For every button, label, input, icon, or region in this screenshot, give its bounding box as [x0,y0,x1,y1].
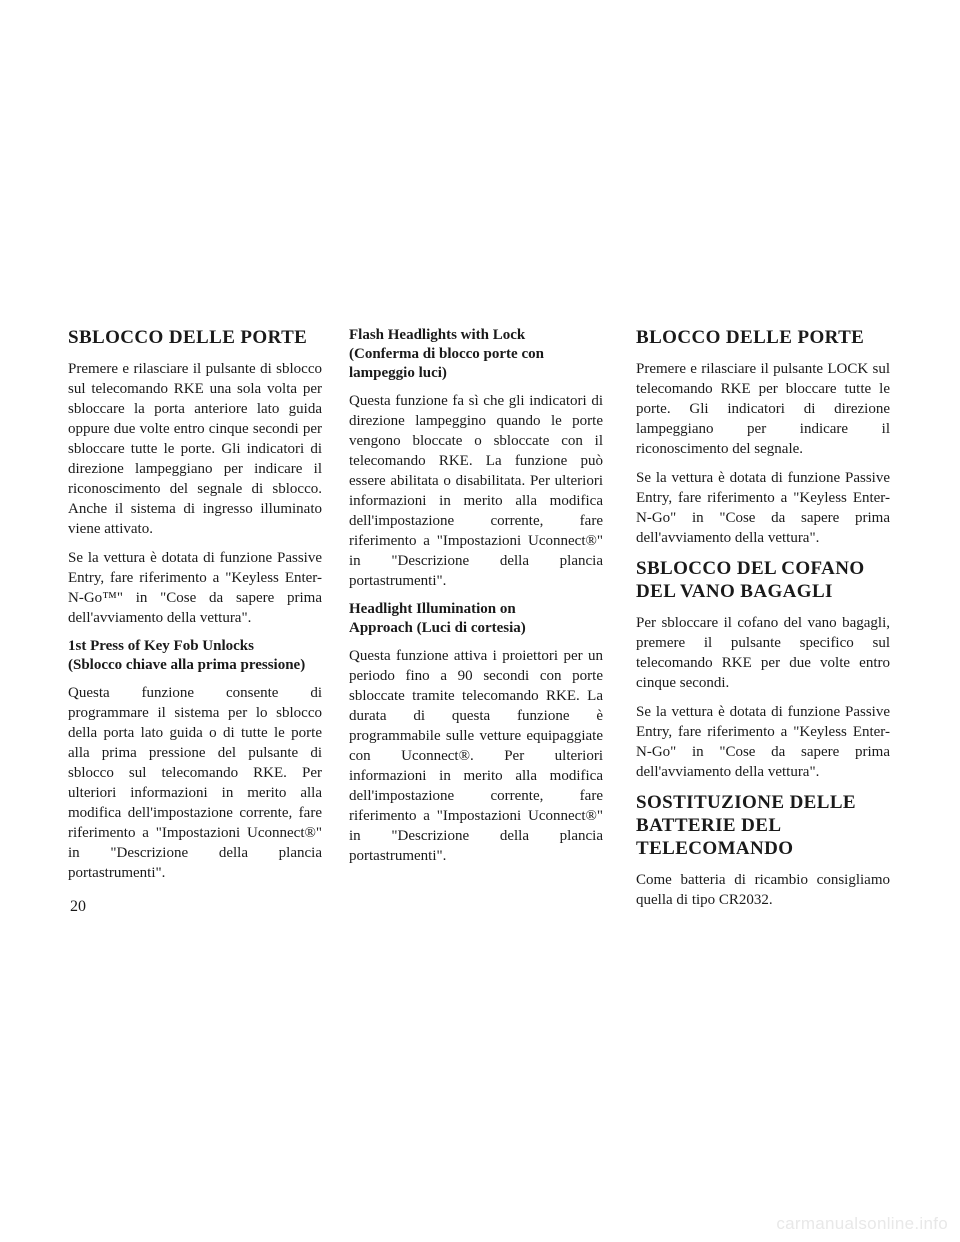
subheading-en: Flash Headlights with Lock [349,327,526,343]
subheading-it: (Conferma di blocco porte con lampeggio luci) [349,346,544,381]
subheading-key-fob-unlocks [68,637,322,675]
heading-blocco-delle-porte: BLOCCO DELLE PORTE [636,327,865,348]
subheading-en: Headlight Illumination on [349,601,516,617]
column-middle [349,326,603,875]
paragraph: Se la vettura è dotata di funzione Passive Entry, fare riferimento a "Keyless Enter-N-Go™" in "Cose da sapere prima dell'avviamento della vettura". [68,550,322,626]
subheading-flash-headlights [349,326,603,383]
watermark: carmanualsonline.info [776,1214,948,1233]
paragraph: Se la vettura è dotata di funzione Passive Entry, fare riferimento a "Keyless Enter-N-Go" in "Cose da sapere prima dell'avviamento della vettura". [636,704,890,780]
heading-line: SBLOCCO DEL COFANO [636,558,865,579]
paragraph: Come batteria di ricambio consigliamo quella di tipo CR2032. [636,872,890,908]
subheading-it: (Sblocco chiave alla prima pressione) [68,657,306,673]
heading-sostituzione-batterie [636,791,890,860]
heading-sblocco-cofano [636,557,890,603]
paragraph: Per sbloccare il cofano del vano bagagli, premere il pulsante specifico sul telecomando RKE per due volte entro cinque secondi. [636,615,890,691]
paragraph: Se la vettura è dotata di funzione Passive Entry, fare riferimento a "Keyless Enter-N-Go" in "Cose da sapere prima dell'avviamento della vettura". [636,470,890,546]
subheading-it: Approach (Luci di cortesia) [349,620,526,636]
paragraph: Questa funzione fa sì che gli indicatori di direzione lampeggino quando le porte vengono bloccate o sbloccate con il telecomando RKE. La funzione può essere abilitata o disabilitata. Per ulteriori informazioni in merito alla modifica dell'impostazione corrente, fare riferimento a "Impostazioni Uconnect®" in "Descrizione della plancia portastrumenti". [349,393,603,589]
paragraph: Questa funzione consente di programmare il sistema per lo sblocco della porta lato guida o di tutte le porte alla prima pressione del pulsante di sblocco sul telecomando RKE. Per ulteriori informazioni in merito alla modifica dell'impostazione corrente, fare riferimento a "Impostazioni Uconnect®" in "Descrizione della plancia portastrumenti". [68,685,322,881]
column-left [68,326,322,892]
paragraph: Premere e rilasciare il pulsante LOCK sul telecomando RKE per bloccare tutte le porte. Gli indicatori di direzione lampeggiano per indicare il riconoscimento del segnale. [636,361,890,457]
paragraph: Premere e rilasciare il pulsante di sblocco sul telecomando RKE una sola volta per sbloccare la porta anteriore lato guida oppure due volte entro cinque secondi per sbloccare tutte le porte. Gli indicatori di direzione lampeggiano per indicare il riconoscimento del segnale di sblocco. Anche il sistema di ingresso illuminato viene attivato. [68,361,322,537]
paragraph: Questa funzione attiva i proiettori per un periodo fino a 90 secondi con porte sbloccate tramite telecomando RKE. La durata di questa funzione è programmabile sulle vetture equipaggiate con Uconnect®. Per ulteriori informazioni in merito alla modifica dell'impostazione corrente, fare riferimento a "Impostazioni Uconnect®" in "Descrizione della plancia portastrumenti". [349,648,603,864]
page-number: 20 [70,898,86,915]
heading-sblocco-delle-porte: SBLOCCO DELLE PORTE [68,327,308,348]
subheading-headlight-illumination [349,600,603,638]
heading-line: DEL VANO BAGAGLI [636,581,833,602]
column-right [636,326,890,919]
heading-line: TELECOMANDO [636,838,794,859]
subheading-en: 1st Press of Key Fob Unlocks [68,638,254,654]
heading-line: BATTERIE DEL [636,815,782,836]
heading-line: SOSTITUZIONE DELLE [636,792,856,813]
